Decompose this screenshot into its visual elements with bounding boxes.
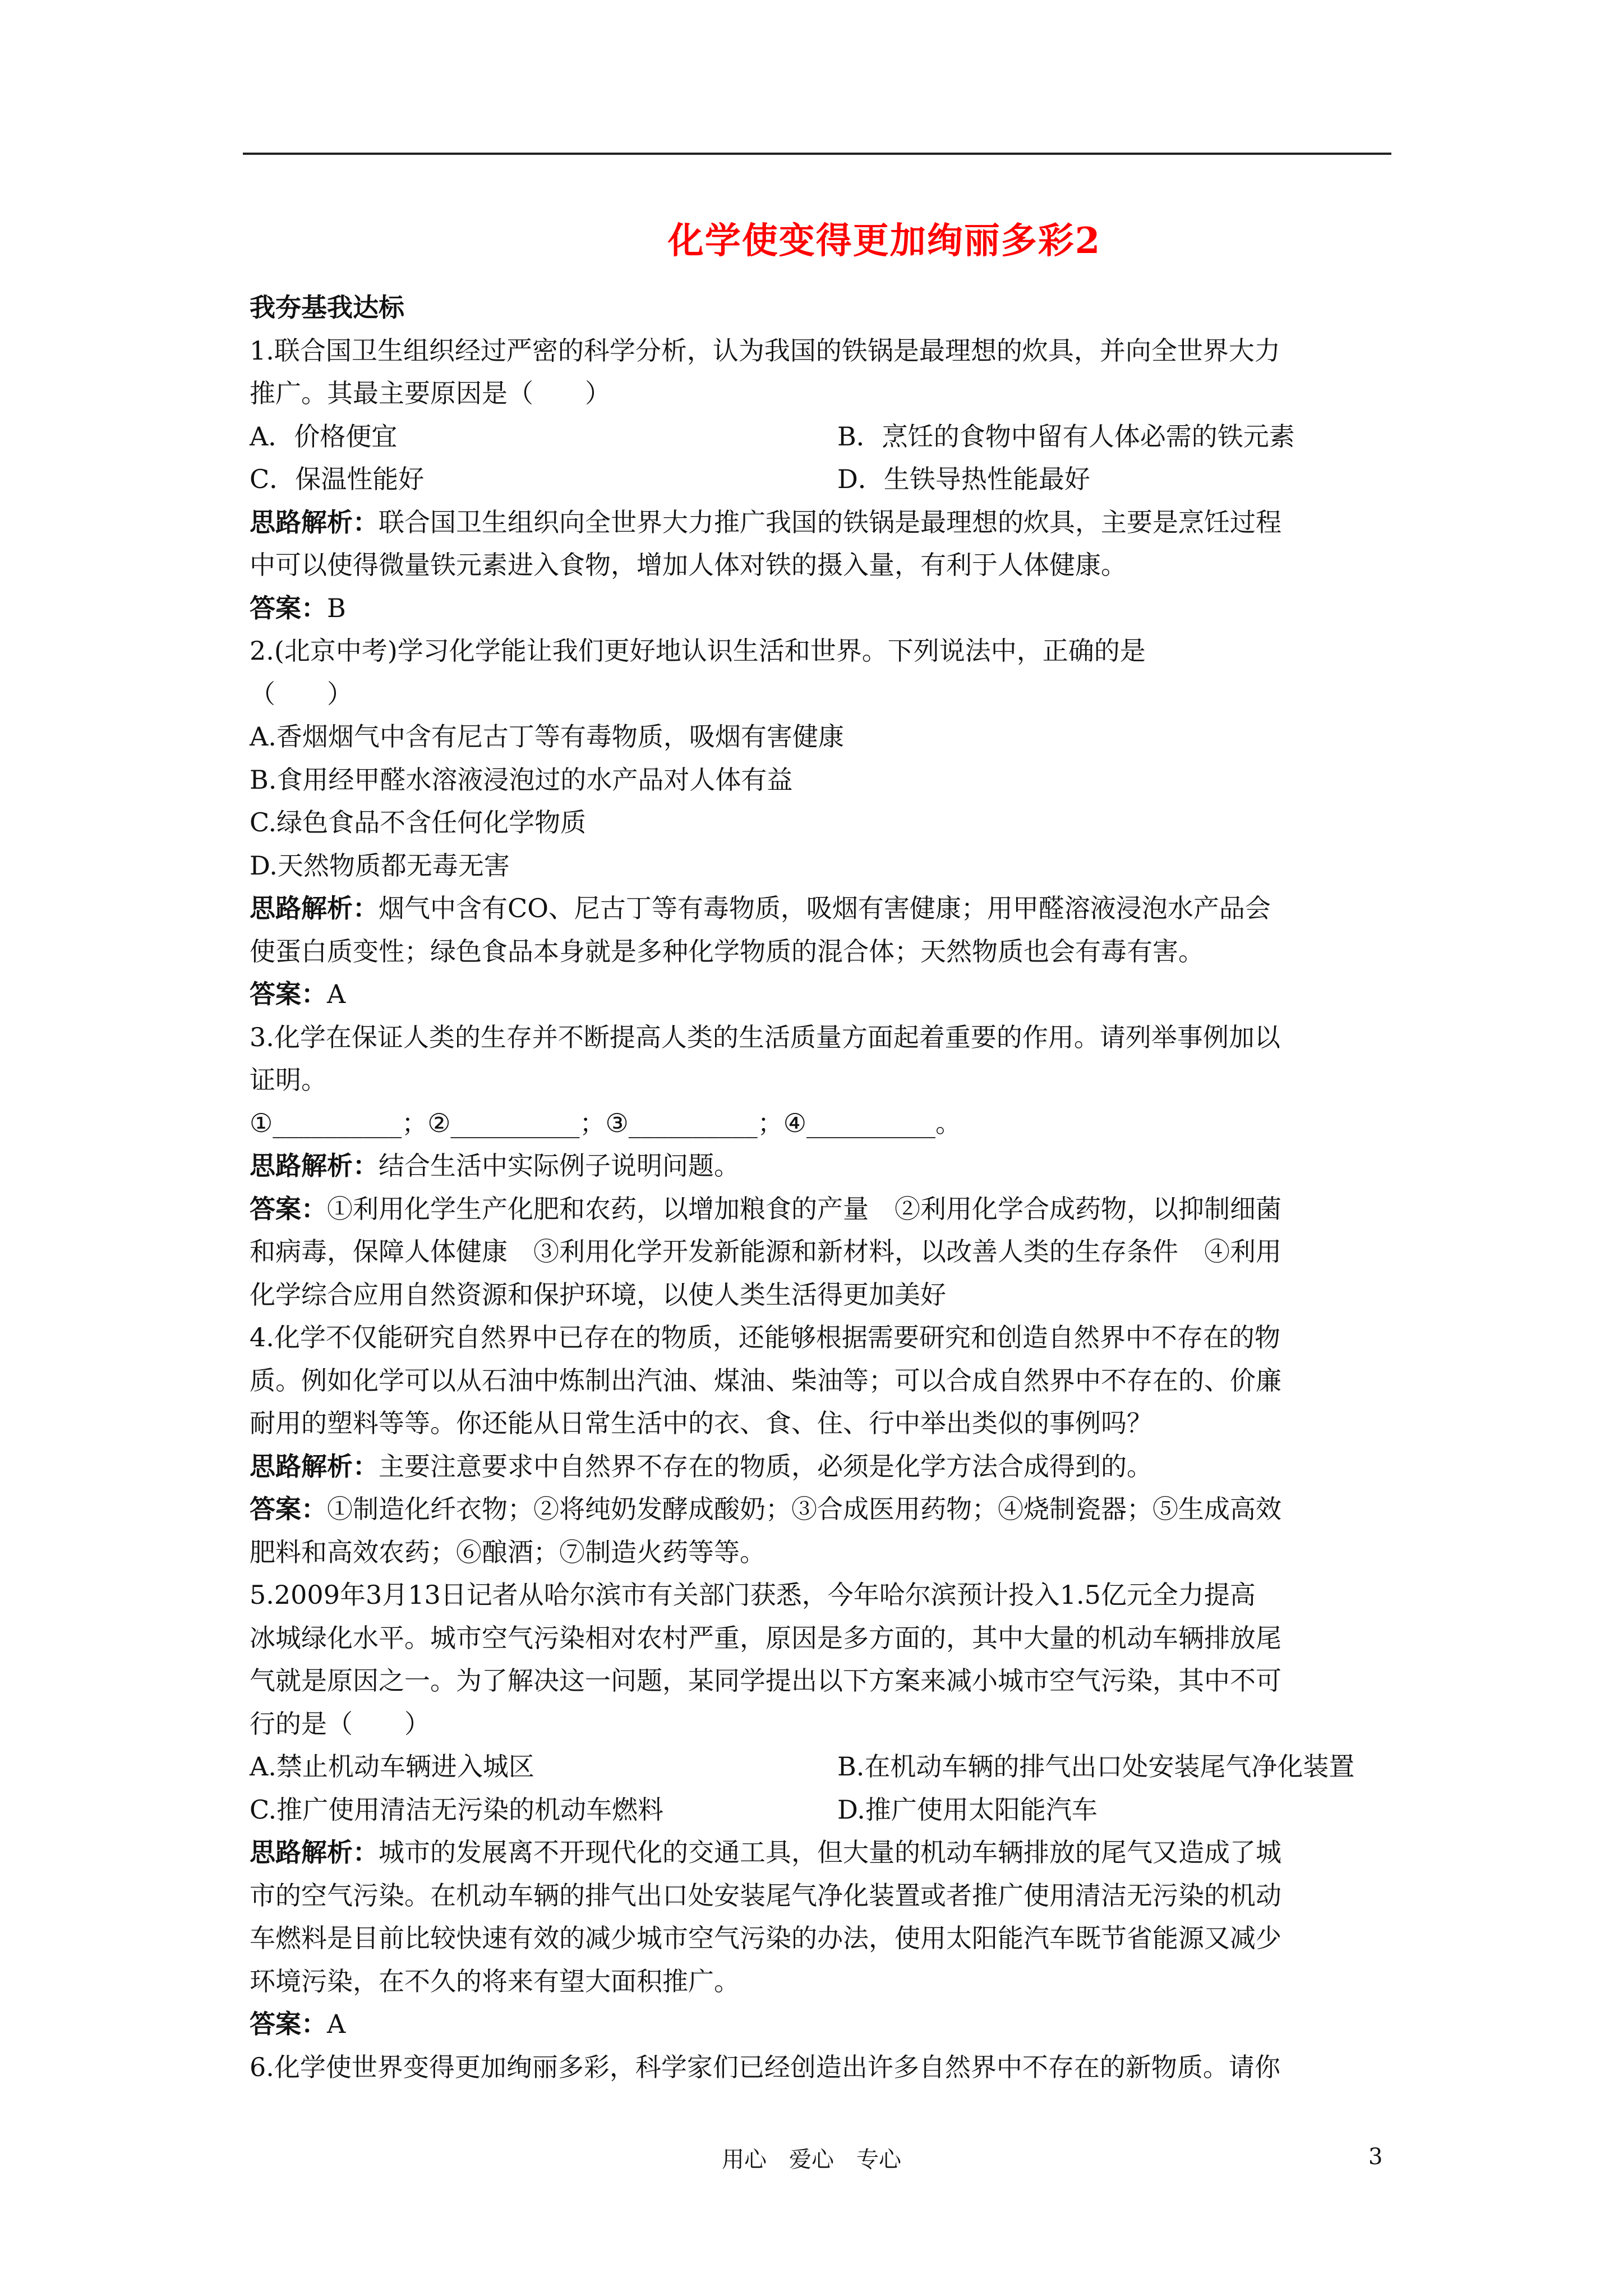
answer-text: 和病毒，保障人体健康 ③利用化学开发新能源和新材料，以改善人类的生存条件 ④利用 [250,1236,1281,1267]
option: B.食用经甲醛水溶液浸泡过的水产品对人体有益 [250,764,793,795]
option-row [250,1745,1399,1788]
option: D.天然物质都无毒无害 [250,850,510,881]
question-text: 质。例如化学可以从石油中炼制出汽油、煤油、柴油等；可以合成自然界中不存在的、价廉 [250,1365,1281,1396]
analysis-text: 思路解析：烟气中含有CO、尼古丁等有毒物质，吸烟有害健康；用甲醛溶液浸泡水产品会 [250,893,1271,923]
analysis-label: 思路解析： [250,893,379,923]
analysis-label: 思路解析： [250,507,379,537]
question-text: 耐用的塑料等等。你还能从日常生活中的衣、食、住、行中举出类似的事例吗？ [250,1408,1152,1438]
analysis-label: 思路解析： [250,1837,379,1867]
option: D.推广使用太阳能汽车 [837,1794,1098,1825]
fill-blanks: ①__________；②__________；③__________；④__________。 [250,1107,961,1138]
option: A．价格便宜 [250,421,398,452]
section-heading: 我夯基我达标 [250,292,404,323]
option: D．生铁导热性能最好 [837,464,1090,494]
page-number: 3 [1368,2144,1383,2170]
question-text: 气就是原因之一。为了解决这一问题，某同学提出以下方案来减小城市空气污染，其中不可 [250,1665,1281,1696]
question-text: 行的是（ ） [250,1708,430,1739]
option-row [250,458,1399,501]
question-text: （ ） [250,678,353,709]
question-text: 1.联合国卫生组织经过严密的科学分析，认为我国的铁锅是最理想的炊具，并向全世界大力 [250,335,1280,366]
answer-text: 答案：A [250,2009,346,2039]
analysis-text: 环境污染，在不久的将来有望大面积推广。 [250,1966,740,1996]
option: C.推广使用清洁无污染的机动车燃料 [250,1794,664,1825]
question-text: 推广。其最主要原因是（ ） [250,378,611,408]
analysis-text: 使蛋白质变性；绿色食品本身就是多种化学物质的混合体；天然物质也会有毒有害。 [250,936,1204,967]
question-text: 2.(北京中考)学习化学能让我们更好地认识生活和世界。下列说法中，正确的是 [250,636,1146,666]
analysis-text: 思路解析：主要注意要求中自然界不存在的物质，必须是化学方法合成得到的。 [250,1451,1152,1481]
question-text: 冰城绿化水平。城市空气污染相对农村严重，原因是多方面的，其中大量的机动车辆排放尾 [250,1622,1281,1653]
question-text: 4.化学不仅能研究自然界中已存在的物质，还能够根据需要研究和创造自然界中不存在的物 [250,1322,1280,1352]
footer-motto: 用心 爱心 专心 [722,2147,901,2173]
option: B．烹饪的食物中留有人体必需的铁元素 [837,421,1295,452]
option: C.绿色食品不含任何化学物质 [250,807,587,838]
analysis-text: 思路解析：联合国卫生组织向全世界大力推广我国的铁锅是最理想的炊具，主要是烹饪过程 [250,507,1281,537]
document-body [250,286,1399,2088]
question-text: 6.化学使世界变得更加绚丽多彩，科学家们已经创造出许多自然界中不存在的新物质。请你 [250,2051,1280,2082]
question-text: 证明。 [250,1065,327,1095]
answer-text: 化学综合应用自然资源和保护环境，以使人类生活得更加美好 [250,1279,946,1310]
analysis-text: 中可以使得微量铁元素进入食物，增加人体对铁的摄入量，有利于人体健康。 [250,550,1127,580]
option: C．保温性能好 [250,464,425,494]
answer-text: 答案：①制造化纤衣物；②将纯奶发酵成酸奶；③合成医用药物；④烧制瓷器；⑤生成高效 [250,1494,1281,1524]
option-row [250,415,1399,458]
header-rule [243,153,1391,155]
answer-text: 答案：A [250,979,346,1009]
analysis-label: 思路解析： [250,1151,379,1181]
answer-label: 答案： [250,1193,327,1224]
analysis-text: 市的空气污染。在机动车辆的排气出口处安装尾气净化装置或者推广使用清洁无污染的机动 [250,1880,1281,1911]
analysis-text: 思路解析：结合生活中实际例子说明问题。 [250,1151,740,1181]
answer-label: 答案： [250,1494,327,1524]
option: B.在机动车辆的排气出口处安装尾气净化装置 [837,1751,1355,1782]
answer-label: 答案： [250,2009,327,2039]
option-row [250,1788,1399,1832]
answer-text: 答案：①利用化学生产化肥和农药，以增加粮食的产量 ②利用化学合成药物，以抑制细菌 [250,1193,1281,1224]
option: A.禁止机动车辆进入城区 [250,1751,534,1782]
answer-text: 答案：B [250,592,346,623]
analysis-text: 思路解析：城市的发展离不开现代化的交通工具，但大量的机动车辆排放的尾气又造成了城 [250,1837,1281,1867]
question-text: 5.2009年3月13日记者从哈尔滨市有关部门获悉，今年哈尔滨预计投入1.5亿元全力提高 [250,1580,1256,1610]
analysis-label: 思路解析： [250,1451,379,1481]
option: A.香烟烟气中含有尼古丁等有毒物质，吸烟有害健康 [250,721,844,752]
answer-label: 答案： [250,592,327,623]
question-text: 3.化学在保证人类的生存并不断提高人类的生活质量方面起着重要的作用。请列举事例加以 [250,1022,1280,1052]
page-title: 化学使变得更加绚丽多彩2 [667,220,1101,262]
answer-text: 肥料和高效农药；⑥酿酒；⑦制造火药等等。 [250,1536,766,1567]
answer-label: 答案： [250,979,327,1009]
analysis-text: 车燃料是目前比较快速有效的减少城市空气污染的办法，使用太阳能汽车既节省能源又减少 [250,1923,1281,1953]
